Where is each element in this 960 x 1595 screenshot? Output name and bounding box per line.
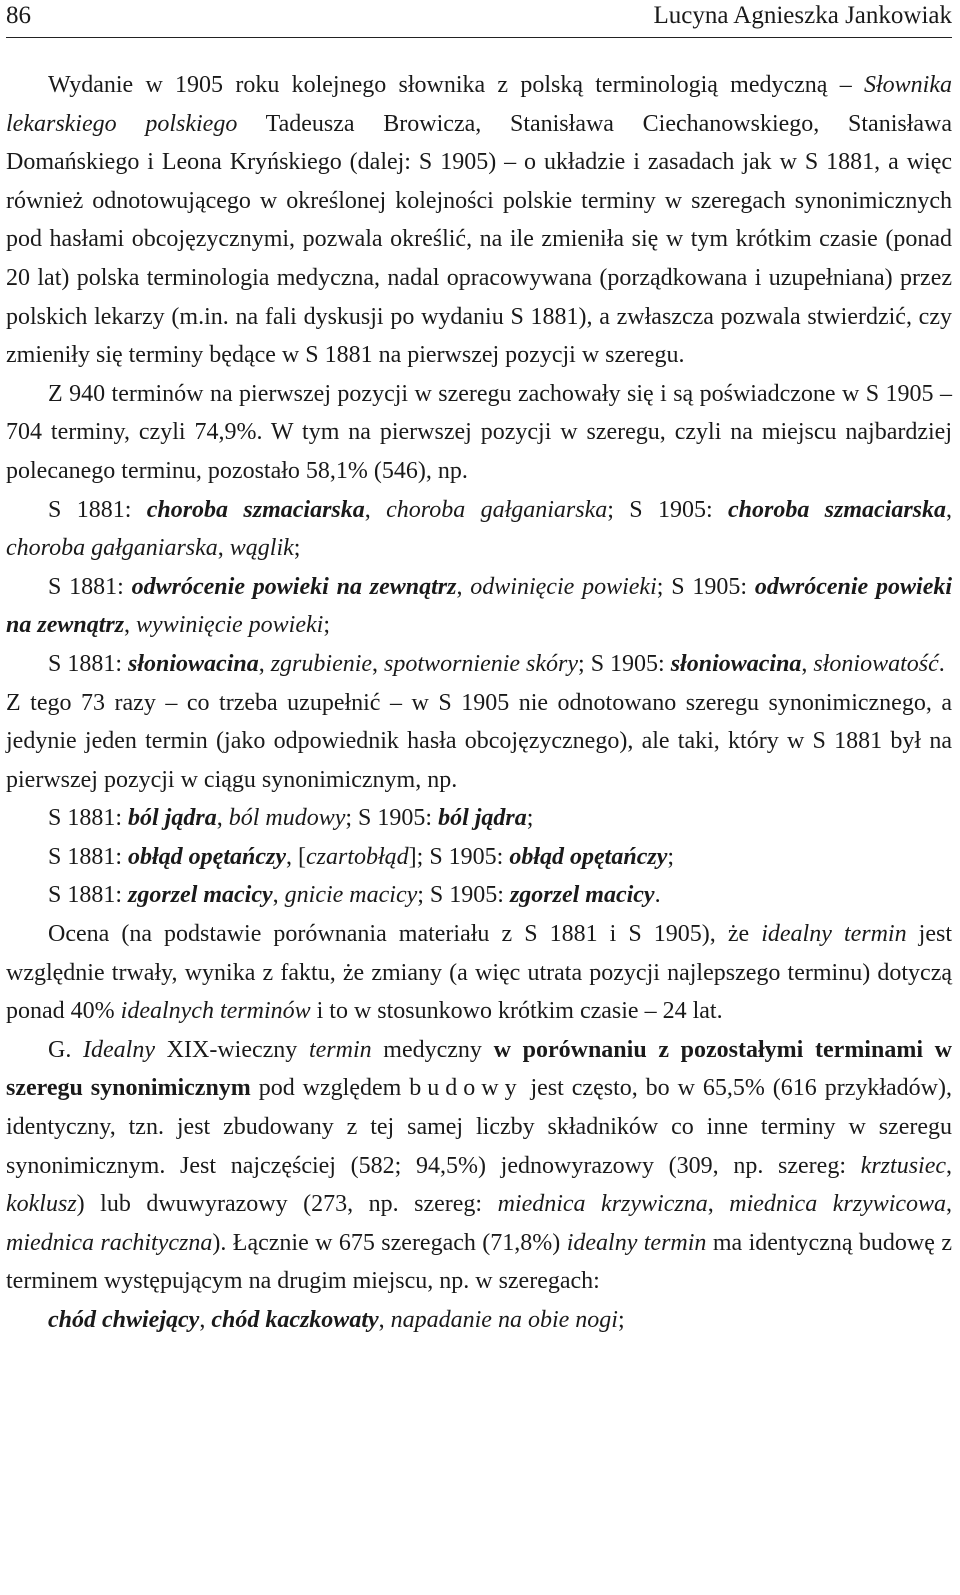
text-run: pod względem xyxy=(250,1075,410,1102)
emphasized-term: choroba szmaciarska xyxy=(146,496,365,523)
text-run: S 1881: xyxy=(48,805,129,832)
text-run: , xyxy=(801,650,814,677)
text-run: XIX-wieczny xyxy=(154,1036,309,1063)
text-run: jest względnie trwały, wynika z faktu, że zmiany (a więc utrata pozycji najlepszego terminu) dotyczą ponad 40% xyxy=(6,921,952,1025)
emphasized-term: idealny termin xyxy=(566,1229,707,1256)
text-run: G. xyxy=(48,1036,84,1063)
emphasized-term: choroba gałganiarska xyxy=(6,535,218,562)
emphasized-term: wąglik xyxy=(229,535,294,562)
emphasized-term: słoniowacina xyxy=(670,650,802,677)
text-run: , xyxy=(707,1191,730,1218)
emphasized-term: budowy xyxy=(409,1075,523,1102)
emphasized-term: słoniowatość xyxy=(813,650,939,677)
text-run: ; S 1905: xyxy=(607,496,728,523)
text-run: , xyxy=(372,650,385,677)
emphasized-term: obłąd opętańczy xyxy=(509,843,668,870)
paragraph xyxy=(6,1301,952,1340)
text-run: ; S 1905: xyxy=(345,805,439,832)
emphasized-term: wywinięcie powieki xyxy=(136,612,324,639)
emphasized-term: chód kaczkowaty xyxy=(211,1307,379,1333)
emphasized-term: zgrubienie xyxy=(270,650,373,677)
paragraph xyxy=(6,1031,952,1301)
text-run: , xyxy=(378,1307,391,1333)
page-number: 86 xyxy=(6,2,31,29)
emphasized-term: słoniowacina xyxy=(128,650,259,677)
text-run: , xyxy=(364,496,387,523)
text-run: S 1881: xyxy=(48,650,129,677)
text-run: S 1881: xyxy=(48,496,147,523)
text-run: Wydanie w 1905 roku kolejnego słownika z polską terminologią medyczną – xyxy=(48,72,864,98)
emphasized-term: ból jądra xyxy=(128,805,217,832)
paragraph xyxy=(6,684,952,800)
text-run: S 1881: xyxy=(48,882,129,909)
emphasized-term: gnicie macicy xyxy=(284,882,418,909)
text-run: medyczny xyxy=(371,1036,494,1063)
text-run: ma identyczną budowę z terminem występującym na drugim miejscu, np. w szeregach: xyxy=(6,1229,952,1295)
text-run: , xyxy=(124,612,137,639)
emphasized-term: odwrócenie powieki na zewnątrz xyxy=(6,573,953,639)
emphasized-term: chód chwiejący xyxy=(48,1307,200,1333)
text-run: , xyxy=(456,573,471,600)
emphasized-term: choroba gałganiarska xyxy=(386,496,608,523)
text-run: ]; S 1905: xyxy=(408,843,510,870)
text-run: , xyxy=(946,1152,952,1179)
text-run: , xyxy=(272,882,285,909)
emphasized-term: spotwornienie skóry xyxy=(384,650,579,677)
text-run: jest często, bo w 65,5% (616 przykładów), identyczny, tzn. jest zbudowany z tej samej liczby składników co inne terminy w szeregu synonimicznym. Jest najczęściej (582; 94,5%) jednowyrazowy (309, np. szereg: xyxy=(6,1075,952,1179)
emphasized-term: miednica krzywicowa xyxy=(729,1191,947,1218)
text-run: ; S 1905: xyxy=(578,650,671,677)
emphasized-term: krztusiec xyxy=(860,1152,946,1179)
emphasized-term: ból mudowy xyxy=(228,805,346,832)
emphasized-term: napadanie na obie nogi xyxy=(390,1307,618,1333)
text-run: ; xyxy=(667,843,675,870)
text-run: ; xyxy=(323,612,330,639)
text-run: , [ xyxy=(286,843,306,870)
text-run: ; xyxy=(526,805,534,832)
text-run: , xyxy=(217,535,230,562)
body-text xyxy=(6,38,952,1340)
text-run: S 1881: xyxy=(48,843,129,870)
page-header xyxy=(6,0,952,38)
emphasized-term: termin xyxy=(308,1036,372,1063)
emphasized-term: ból jądra xyxy=(438,805,527,832)
text-run: ; S 1905: xyxy=(656,573,755,600)
text-run: S 1881: xyxy=(48,573,132,600)
paragraph xyxy=(6,568,952,645)
text-run: Z 940 terminów na pierwszej pozycji w szeregu zachowały się i są poświadczone w S 1905 – 704 terminy, czyli 74,9%. W tym na pierwszej pozycji w szeregu, czyli na miejscu najbardziej polecanego terminu, pozostało 58,1% (546), np. xyxy=(6,380,952,484)
text-run: ; S 1905: xyxy=(417,882,510,909)
paragraph xyxy=(6,915,952,1031)
text-run: Tadeusza Browicza, Stanisława Ciechanowskiego, Stanisława Domańskiego i Leona Kryńskiego (dalej: S 1905) – o układzie i zasadach jak w S 1881, a więc również odnotowującego w określonej kolejności polskie terminy w szeregach synonimicznych pod hasłami obcojęzycznymi, pozwala określić, na ile zmieniła się w tym krótkim czasie (ponad 20 lat) polska terminologia medyczna, nadal opracowywana (porządkowana i uzupełniana) przez polskich lekarzy (m.in. na fali dyskusji po wydaniu S 1881), a zwłaszcza pozwala stwierdzić, czy zmieniły się terminy będące w S 1881 na pierwszej pozycji w szeregu. xyxy=(6,110,953,369)
emphasized-term: choroba szmaciarska xyxy=(727,496,947,523)
emphasized-term: zgorzel macicy xyxy=(509,882,655,909)
emphasized-term: miednica krzywiczna xyxy=(497,1191,708,1218)
paragraph xyxy=(6,799,952,838)
text-run: , xyxy=(258,650,271,677)
text-run: , xyxy=(199,1307,212,1333)
text-run: , xyxy=(946,1191,953,1218)
emphasized-term: Idealny xyxy=(83,1036,155,1063)
text-run: ; xyxy=(293,535,301,562)
emphasized-term: obłąd opętańczy xyxy=(128,843,286,870)
emphasized-term: miednica rachityczna xyxy=(6,1229,213,1256)
text-run: . xyxy=(938,650,945,677)
paragraph xyxy=(6,66,952,375)
text-run: ). Łącznie w 675 szeregach (71,8%) xyxy=(212,1229,567,1256)
emphasized-term: w porównaniu z pozostałymi terminami w szeregu synonimicznym xyxy=(6,1036,952,1102)
emphasized-term: Słownika lekarskiego polskiego xyxy=(6,72,952,137)
paragraph xyxy=(6,375,952,491)
emphasized-term: idealnych terminów xyxy=(120,998,311,1025)
emphasized-term: czartobłąd xyxy=(306,843,409,870)
text-run: , xyxy=(216,805,229,832)
text-run: Z tego 73 razy – co trzeba uzupełnić – w S 1905 nie odnotowano szeregu synonimicznego, a jedynie jeden termin (jako odpowiednik hasła obcojęzycznego), ale taki, który w S 1881 był na pierwszej pozycji w ciągu synonimicznym, np. xyxy=(6,689,952,793)
emphasized-term: odwinięcie powieki xyxy=(470,573,657,600)
paragraph xyxy=(6,838,952,877)
paragraph xyxy=(6,876,952,915)
text-run: ; xyxy=(617,1307,625,1333)
emphasized-term: koklusz xyxy=(6,1191,77,1218)
text-run: Ocena (na podstawie porównania materiału z S 1881 i S 1905), że xyxy=(48,921,762,948)
running-author: Lucyna Agnieszka Jankowiak xyxy=(653,2,952,29)
text-run: , xyxy=(946,496,953,523)
emphasized-term: zgorzel macicy xyxy=(128,882,273,909)
paragraph xyxy=(6,491,952,568)
text-run: ) lub dwuwyrazowy (273, np. szereg: xyxy=(76,1191,498,1218)
text-run: i to w stosunkowo krótkim czasie – 24 lat. xyxy=(310,998,723,1025)
paragraph xyxy=(6,645,952,684)
emphasized-term: odwrócenie powieki na zewnątrz xyxy=(131,573,457,600)
emphasized-term: idealny termin xyxy=(761,921,907,948)
text-run: . xyxy=(654,882,661,909)
